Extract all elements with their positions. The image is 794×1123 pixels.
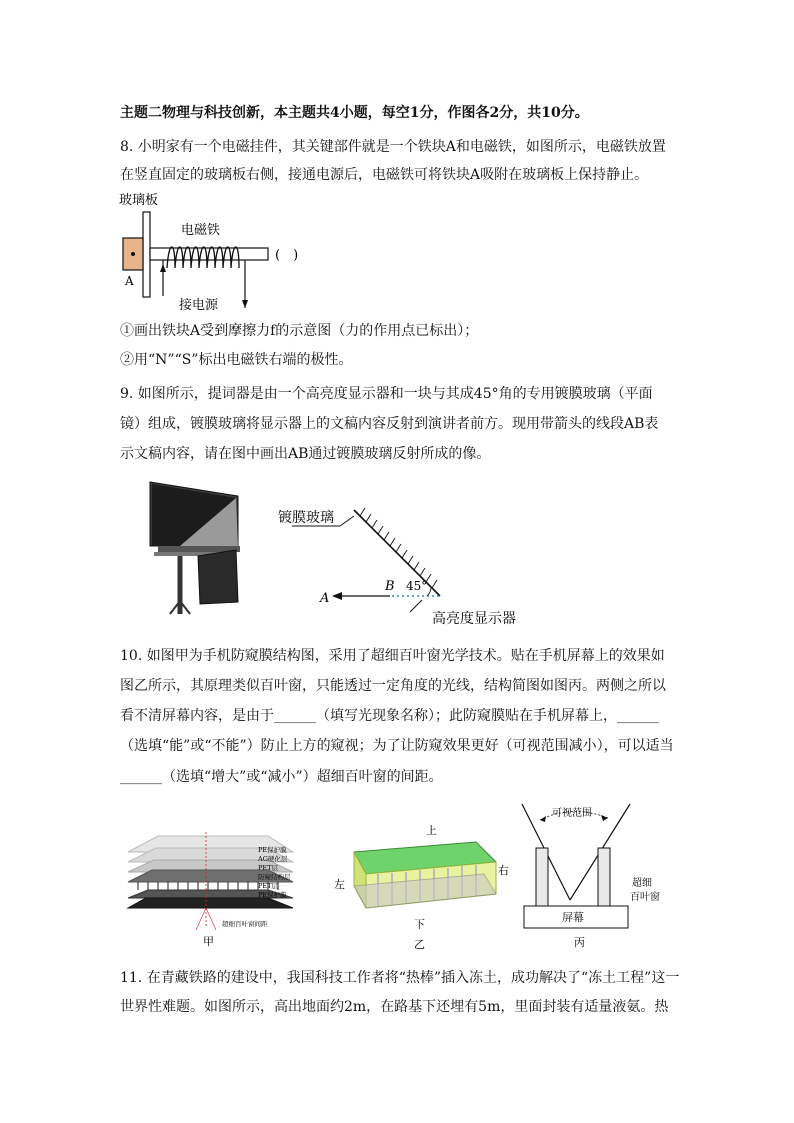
force-point bbox=[131, 252, 135, 256]
fig-yi bbox=[330, 818, 510, 952]
yi-caption: 乙 bbox=[414, 938, 425, 951]
q8-sub-2: ②用“N”“S”标出电磁铁右端的极性。 bbox=[120, 352, 353, 368]
glass-label: 玻璃板 bbox=[119, 193, 159, 208]
layer-2: AG硬化层 bbox=[258, 855, 288, 863]
screen-label: 屏幕 bbox=[562, 911, 584, 924]
q8-figure bbox=[115, 188, 335, 313]
yi-bottom: 下 bbox=[414, 918, 425, 931]
louver-label-2: 百叶窗 bbox=[630, 892, 660, 903]
point-a: A bbox=[320, 591, 330, 606]
teleprompter-picture bbox=[140, 476, 250, 616]
q10-line-5: ______（选填“增大”或“减小”）超细百叶窗的间距。 bbox=[120, 769, 443, 785]
q11-line-1: 11. 在青藏铁路的建设中，我国科技工作者将“热棒”插入冻土，成功解决了“冻土工程”这一 bbox=[120, 970, 680, 986]
block-label: A bbox=[125, 274, 134, 288]
yi-top: 上 bbox=[426, 824, 437, 837]
layer-5: PET层 bbox=[258, 882, 278, 890]
magnet-label: 电磁铁 bbox=[181, 223, 221, 238]
fig-jia bbox=[118, 830, 318, 950]
layer-4: 防窥结构层 bbox=[258, 873, 291, 881]
q9-line-3: 示文稿内容，请在图中画出AB通过镀膜玻璃反射所成的像。 bbox=[120, 446, 491, 462]
power-label: 接电源 bbox=[179, 298, 219, 313]
layer-1: PE保护膜 bbox=[258, 846, 287, 854]
pole-paren: ( ) bbox=[275, 248, 299, 263]
bing-caption: 丙 bbox=[574, 936, 585, 949]
q10-line-1: 10. 如图甲为手机防窥膜结构图，采用了超细百叶窗光学技术。贴在手机屏幕上的效果如 bbox=[120, 648, 665, 664]
q10-line-2: 图乙所示，其原理类似百叶窗，只能透过一定角度的光线，结构简图如图丙。两侧之所以 bbox=[120, 678, 666, 694]
louver-label-1: 超细 bbox=[632, 878, 652, 889]
layer-3: PET层 bbox=[258, 864, 278, 872]
q9-diagram bbox=[272, 492, 562, 627]
angle-label: 45° bbox=[406, 579, 428, 593]
q10-line-3: 看不清屏幕内容，是由于______（填写光现象名称）；此防窥膜贴在手机屏幕上，______ bbox=[120, 708, 659, 724]
point-b: B bbox=[385, 579, 395, 594]
yi-right: 右 bbox=[498, 864, 509, 877]
layer-6: PE保护膜 bbox=[258, 891, 287, 899]
q11-line-2: 世界性难题。如图所示，高出地面约2m，在路基下还埋有5m，里面封装有适量液氨。热 bbox=[120, 999, 669, 1015]
coated-glass-label: 镀膜玻璃 bbox=[278, 510, 334, 526]
q8-line-2: 在竖直固定的玻璃板右侧，接通电源后，电磁铁可将铁块A吸附在玻璃板上保持静止。 bbox=[120, 167, 649, 183]
view-range-label: 可视范围 bbox=[552, 808, 592, 819]
yi-left: 左 bbox=[334, 878, 345, 891]
q8-line-1: 8. 小明家有一个电磁挂件，其关键部件就是一个铁块A和电磁铁，如图所示，电磁铁放置 bbox=[120, 139, 666, 155]
q8-sub-1: ①画出铁块A受到摩擦力f的示意图（力的作用点已标出）； bbox=[120, 323, 479, 339]
q9-line-2: 镜）组成，镀膜玻璃将显示器上的文稿内容反射到演讲者前方。现用带箭头的线段AB表 bbox=[120, 416, 659, 432]
q10-line-4: （选填“能”或“不能”）防止上方的窥视；为了让防窥效果更好（可视范围减小），可以适当 bbox=[120, 738, 674, 754]
jia-caption: 甲 bbox=[203, 935, 214, 948]
glass-plate bbox=[143, 212, 150, 297]
section-title: 主题二物理与科技创新，本主题共4小题，每空1分，作图各2分，共10分。 bbox=[120, 105, 589, 121]
display-label: 高亮度显示器 bbox=[432, 611, 516, 627]
fig-bing bbox=[512, 800, 662, 952]
q9-line-1: 9. 如图所示，提词器是由一个高亮度显示器和一块与其成45°角的专用镀膜玻璃（平面 bbox=[120, 386, 653, 402]
louver-gap-label: 超细百叶窗间距 bbox=[222, 920, 268, 928]
